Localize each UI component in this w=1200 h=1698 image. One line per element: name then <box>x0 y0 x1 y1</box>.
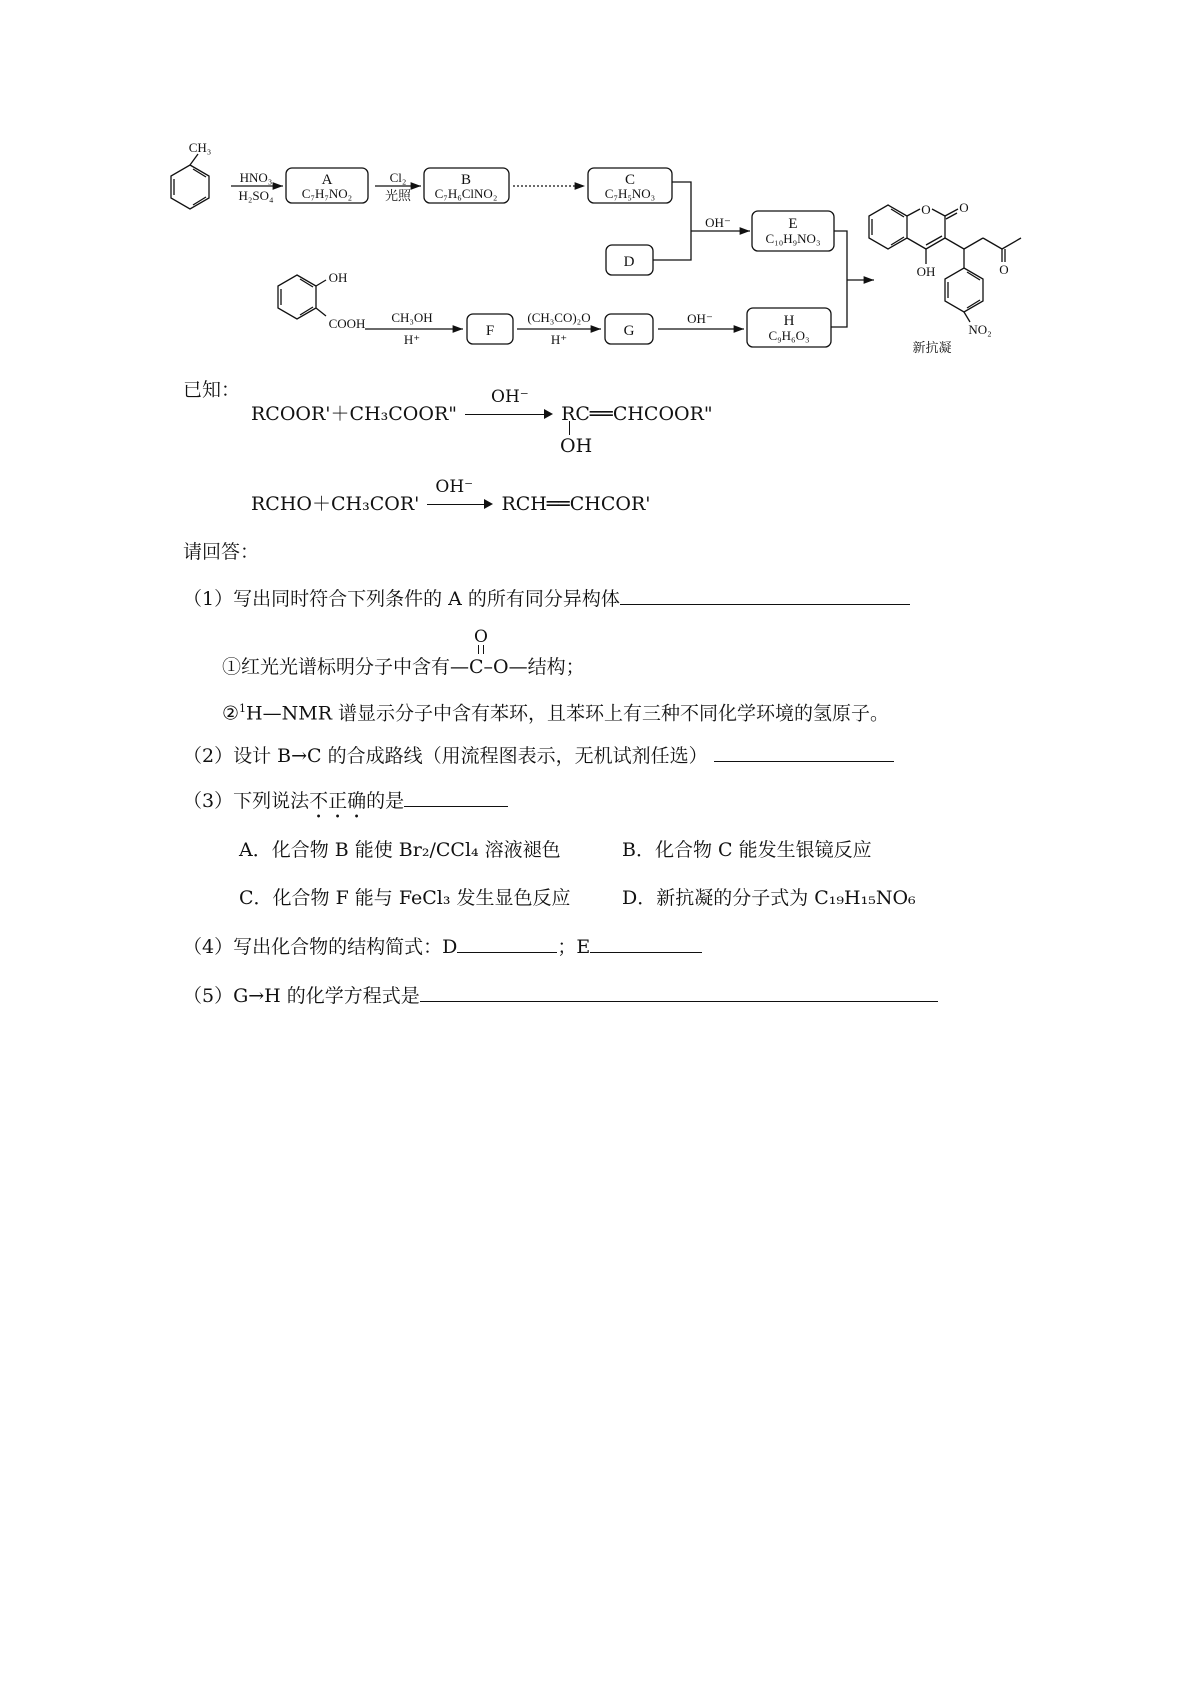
product-structure <box>869 205 1021 322</box>
answer-blank-3[interactable] <box>404 788 508 807</box>
known-label: 已知： <box>183 379 241 401</box>
box-E-label: E <box>788 216 798 232</box>
box-B-formula: C₇H₆ClNO₂ <box>434 186 498 201</box>
toluene-structure <box>171 154 209 209</box>
box-H-label: H <box>783 313 795 329</box>
rxn2-reactants: RCHO＋CH₃COR' <box>251 493 420 515</box>
step-H-condition: OH⁻ <box>687 311 713 326</box>
answer-blank-E[interactable] <box>590 934 702 953</box>
ester-carbonyl-o: O <box>474 627 488 647</box>
step-G-catalyst: H⁺ <box>550 332 568 347</box>
box-C-label: C <box>624 172 636 188</box>
rxn1-reactants: RCOOR'＋CH₃COOR" <box>251 403 457 425</box>
condition-2 <box>222 697 889 725</box>
known-reaction-2 <box>251 477 651 516</box>
box-E-formula: C₁₀H₉NO₃ <box>765 231 821 246</box>
question-4-text: （4）写出化合物的结构简式：D <box>183 936 458 958</box>
condition-1-post: 结构； <box>527 656 585 678</box>
rxn1-product-oh: OH <box>560 435 593 457</box>
question-1-text: （1）写出同时符合下列条件的 A 的所有同分异构体 <box>183 588 620 610</box>
step2-reagent: Cl₂ <box>389 170 407 185</box>
product-ketone-oxygen: O <box>999 262 1009 277</box>
box-C-formula: C₇H₅NO₃ <box>604 186 656 201</box>
box-A-label: A <box>321 172 333 188</box>
question-5-text: （5）G→H 的化学方程式是 <box>183 985 420 1007</box>
toluene-ch3: CH₃ <box>188 140 212 155</box>
salicylic-oh: OH <box>328 270 348 285</box>
rxn1-condition: OH⁻ <box>491 387 529 407</box>
option-B: B．化合物 C 能发生银镜反应 <box>622 839 872 861</box>
box-F-label: F <box>485 323 495 339</box>
condition-1-pre: ①红光光谱标明分子中含有 <box>222 656 451 678</box>
box-A-formula: C₇H₇NO₂ <box>301 186 353 201</box>
box-G-label: G <box>623 323 635 339</box>
step-F-catalyst: H⁺ <box>403 332 421 347</box>
condition-2-marker: ② <box>222 702 240 725</box>
box-B-label: B <box>460 172 472 188</box>
product-nitro: NO₂ <box>968 322 992 337</box>
step1-reagent: HNO₃ <box>239 170 273 185</box>
question-3-pre: （3）下列说法 <box>183 790 310 812</box>
known-reaction-1 <box>251 387 713 457</box>
question-2 <box>183 743 894 768</box>
step-F-reagent: CH₃OH <box>391 310 433 325</box>
question-4 <box>183 934 702 959</box>
question-3-post: 的是 <box>366 790 405 812</box>
step2-condition: 光照 <box>384 188 412 203</box>
answer-blank-1[interactable] <box>620 586 910 605</box>
condition-2-sup: 1 <box>239 702 247 715</box>
product-hydroxyl: OH <box>916 264 936 279</box>
answer-blank-D[interactable] <box>457 934 557 953</box>
step-CE-condition: OH⁻ <box>705 215 731 230</box>
questions-intro: 请回答： <box>183 541 260 563</box>
rxn2-condition: OH⁻ <box>435 477 474 497</box>
option-A: A．化合物 B 能使 Br₂/CCl₄ 溶液褪色 <box>239 839 561 861</box>
salicylic-cooh: COOH <box>328 316 366 331</box>
product-carbonyl-oxygen: O <box>959 200 969 215</box>
condition-1 <box>222 627 585 679</box>
product-name: 新抗凝 <box>912 340 952 355</box>
question-1 <box>183 586 910 611</box>
question-2-text: （2）设计 B→C 的合成路线（用流程图表示，无机试剂任选） <box>183 745 708 767</box>
rxn1-arrow <box>465 414 549 415</box>
synthesis-scheme <box>0 0 1200 380</box>
salicylic-acid-structure <box>278 275 326 319</box>
rxn1-product: RC══CHCOOR" <box>561 403 713 425</box>
product-ring-oxygen: O <box>921 202 931 217</box>
question-3-emphasis: 不正确 <box>309 790 367 812</box>
question-5 <box>183 983 938 1008</box>
question-3 <box>183 788 508 823</box>
answer-blank-2[interactable] <box>714 743 894 762</box>
option-C: C．化合物 F 能与 FeCl₃ 发生显色反应 <box>239 887 571 909</box>
step-G-reagent: (CH₃CO)₂O <box>527 310 591 325</box>
rxn2-product: RCH══CHCOR' <box>501 493 651 515</box>
box-H-formula: C₉H₆O₃ <box>768 328 810 343</box>
rxn2-arrow <box>427 504 489 505</box>
condition-2-text: H—NMR 谱显示分子中含有苯环，且苯环上有三种不同化学环境的氢原子。 <box>246 702 890 725</box>
answer-blank-5[interactable] <box>420 983 938 1002</box>
box-D-label: D <box>623 254 635 270</box>
ester-group: —C–O— <box>450 656 528 678</box>
question-4-mid: ；E <box>557 936 591 958</box>
step1-acid: H₂SO₄ <box>238 188 274 203</box>
option-D: D．新抗凝的分子式为 C₁₉H₁₅NO₆ <box>622 887 916 909</box>
